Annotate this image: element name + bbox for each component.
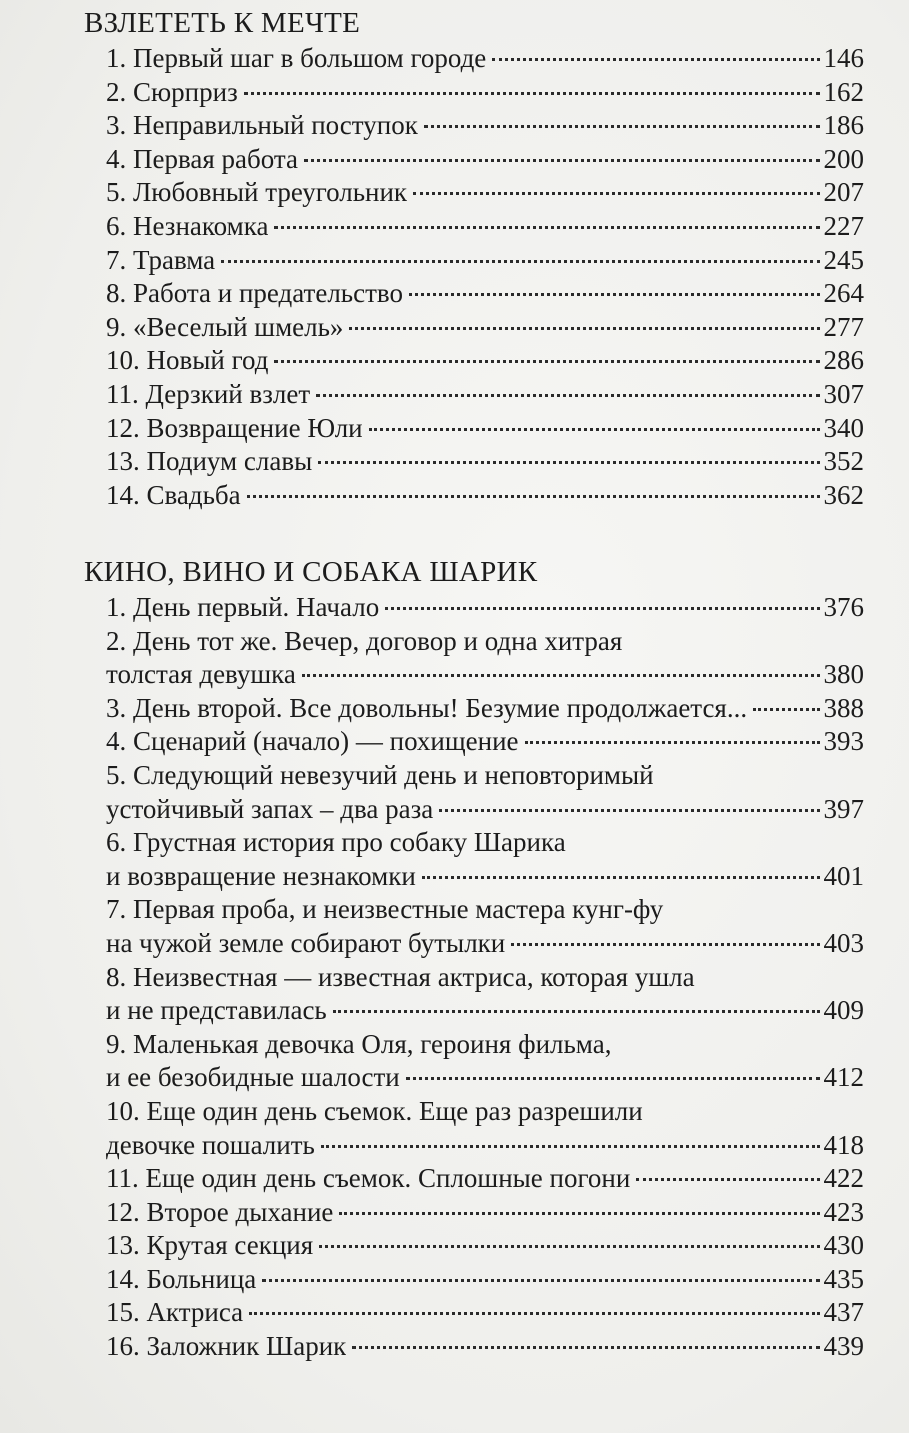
toc-page-number: 439 [823, 1331, 864, 1362]
dot-leader [316, 394, 819, 397]
toc-entry[interactable] [84, 1229, 864, 1263]
toc-entry-title: 14. Больница [106, 1263, 257, 1294]
toc-entry-title: 4. Сценарий (начало) — похищение [106, 726, 519, 757]
dot-leader [352, 1346, 819, 1349]
toc-page-number: 412 [823, 1062, 864, 1093]
dot-leader [249, 1312, 819, 1315]
toc-page-number: 146 [823, 43, 864, 73]
toc-entry-title: 5. Любовный треугольник [106, 177, 408, 208]
dot-leader [422, 876, 820, 879]
toc-entry[interactable] [84, 591, 864, 625]
toc-page-number: 286 [823, 345, 864, 376]
toc-entry-title: 13. Подиум славы [106, 446, 313, 477]
toc-entries [84, 42, 864, 512]
toc-page-number: 186 [823, 110, 864, 141]
toc-entry-title: 3. День второй. Все довольны! Безумие продолжается... [106, 692, 748, 723]
toc-entry[interactable] [84, 1330, 864, 1364]
toc-entry-title: 7. Травма [106, 244, 216, 275]
toc-entry-title: и возвращение незнакомки [106, 860, 416, 891]
dot-leader [333, 1010, 820, 1013]
toc-entry[interactable] [84, 42, 864, 76]
toc-entry-title: устойчивый запах – два раза [106, 793, 434, 824]
toc-entry-title-line: 6. Грустная история про собаку Шарика [106, 827, 566, 858]
toc-page-number: 403 [823, 927, 864, 958]
toc-entry[interactable] [84, 378, 864, 412]
toc-entry[interactable] [84, 412, 864, 446]
toc-entry-title-line: 7. Первая проба, и неизвестные мастера кунг-фу [106, 894, 664, 925]
toc-page-number: 388 [823, 692, 864, 723]
toc-section-2 [84, 555, 864, 1364]
toc-entry-title: 11. Дерзкий взлет [106, 378, 311, 409]
toc-entry[interactable] [84, 277, 864, 311]
dot-leader [413, 192, 819, 195]
toc-entry-title: 8. Работа и предательство [106, 278, 403, 309]
dot-leader [318, 461, 819, 464]
toc-entry-title: 13. Крутая секция [106, 1230, 314, 1261]
toc-entry[interactable] [84, 725, 864, 759]
toc-entry[interactable] [84, 479, 864, 513]
toc-entry[interactable] [84, 1296, 864, 1330]
toc-entry-title-line: 9. Маленькая девочка Оля, героиня фильма, [106, 1028, 612, 1059]
toc-entry[interactable] [84, 1196, 864, 1230]
toc-entry-title: 2. Сюрприз [106, 76, 238, 107]
toc-page-number: 200 [823, 143, 864, 174]
toc-entry-title: 6. Незнакомка [106, 210, 269, 241]
toc-entry-title: 1. День первый. Начало [106, 592, 380, 622]
toc-page-number: 245 [823, 244, 864, 275]
toc-entry[interactable] [84, 244, 864, 278]
toc-section-1 [84, 6, 864, 512]
toc-page-number: 401 [823, 860, 864, 891]
toc-entry[interactable] [84, 344, 864, 378]
dot-leader [274, 360, 819, 363]
toc-page-number: 162 [823, 76, 864, 107]
dot-leader [385, 607, 819, 610]
toc-entry[interactable] [84, 109, 864, 143]
toc-page-number: 397 [823, 793, 864, 824]
toc-page-number: 430 [823, 1230, 864, 1261]
toc-page-number: 376 [823, 592, 864, 622]
toc-entry[interactable] [84, 759, 864, 826]
toc-page-number: 423 [823, 1196, 864, 1227]
toc-entry[interactable] [84, 143, 864, 177]
dot-leader [304, 159, 819, 162]
dot-leader [636, 1178, 819, 1181]
toc-entry[interactable] [84, 1263, 864, 1297]
toc-page-number: 352 [823, 446, 864, 477]
toc-entry[interactable] [84, 445, 864, 479]
toc-entry-title: 12. Второе дыхание [106, 1196, 334, 1227]
toc-entry-title-line: 10. Еще один день съемок. Еще раз разрешили [106, 1095, 643, 1126]
toc-page-number: 393 [823, 726, 864, 757]
toc-entry[interactable] [84, 893, 864, 960]
toc-entry[interactable] [84, 210, 864, 244]
toc-page-number: 437 [823, 1297, 864, 1328]
toc-page-number: 418 [823, 1129, 864, 1160]
toc-entry[interactable] [84, 311, 864, 345]
toc-entries [84, 591, 864, 1364]
toc-entry-title: 1. Первый шаг в большом городе [106, 43, 487, 73]
dot-leader [262, 1279, 819, 1282]
dot-leader [369, 428, 820, 431]
dot-leader [247, 495, 820, 498]
toc-entry-title: 3. Неправильный поступок [106, 110, 418, 141]
toc-page-number: 227 [823, 210, 864, 241]
toc-entry-title: 9. «Веселый шмель» [106, 311, 344, 342]
toc-page-number: 435 [823, 1263, 864, 1294]
dot-leader [409, 293, 820, 296]
toc-entry[interactable] [84, 1095, 864, 1162]
toc-page-number: 362 [823, 479, 864, 510]
dot-leader [274, 226, 819, 229]
dot-leader [511, 943, 819, 946]
toc-entry-title: толстая девушка [106, 659, 296, 690]
dot-leader [349, 327, 819, 330]
toc-entry[interactable] [84, 625, 864, 692]
toc-entry-title: на чужой земле собирают бутылки [106, 927, 506, 958]
toc-entry-title: 4. Первая работа [106, 143, 299, 174]
toc-entry[interactable] [84, 76, 864, 110]
dot-leader [244, 92, 820, 95]
toc-entry-title: 10. Новый год [106, 345, 269, 376]
toc-page-number: 307 [823, 378, 864, 409]
dot-leader [424, 125, 820, 128]
toc-page-number: 409 [823, 995, 864, 1026]
toc-entry-title: 12. Возвращение Юли [106, 412, 363, 443]
toc-entry-title-line: 5. Следующий невезучий день и неповторимый [106, 759, 654, 790]
section-title: КИНО, ВИНО И СОБАКА ШАРИК [84, 556, 538, 588]
dot-leader [753, 708, 819, 711]
dot-leader [221, 260, 819, 263]
toc-entry[interactable] [84, 1162, 864, 1196]
dot-leader [525, 741, 820, 744]
toc-page-number: 264 [823, 278, 864, 309]
toc-page-number: 277 [823, 311, 864, 342]
toc-page-number: 422 [823, 1163, 864, 1194]
dot-leader [439, 809, 819, 812]
dot-leader [319, 1245, 819, 1248]
toc-entry[interactable] [84, 826, 864, 893]
toc-entry-title-line: 8. Неизвестная — известная актриса, которая ушла [106, 961, 695, 992]
toc-entry-title: и ее безобидные шалости [106, 1062, 400, 1093]
toc-page-number: 340 [823, 412, 864, 443]
toc-page-number: 207 [823, 177, 864, 208]
toc-entry[interactable] [84, 1028, 864, 1095]
dot-leader [406, 1077, 820, 1080]
toc-entry-title: 14. Свадьба [106, 479, 241, 510]
toc-entry-title: 11. Еще один день съемок. Сплошные погони [106, 1163, 631, 1194]
toc-entry-title: и не представилась [106, 995, 327, 1026]
toc-entry[interactable] [84, 961, 864, 1028]
toc-entry[interactable] [84, 692, 864, 726]
toc-entry-title-line: 2. День тот же. Вечер, договор и одна хитрая [106, 625, 623, 656]
dot-leader [302, 674, 820, 677]
toc-entry-title: 16. Заложник Шарик [106, 1331, 347, 1362]
dot-leader [492, 58, 819, 61]
dot-leader [339, 1212, 819, 1215]
toc-page-number: 380 [823, 659, 864, 690]
section-title: ВЗЛЕТЕТЬ К МЕЧТЕ [84, 7, 361, 39]
dot-leader [321, 1145, 820, 1148]
toc-entry[interactable] [84, 176, 864, 210]
toc-entry-title: девочке пошалить [106, 1129, 315, 1160]
toc-entry-title: 15. Актриса [106, 1297, 244, 1328]
